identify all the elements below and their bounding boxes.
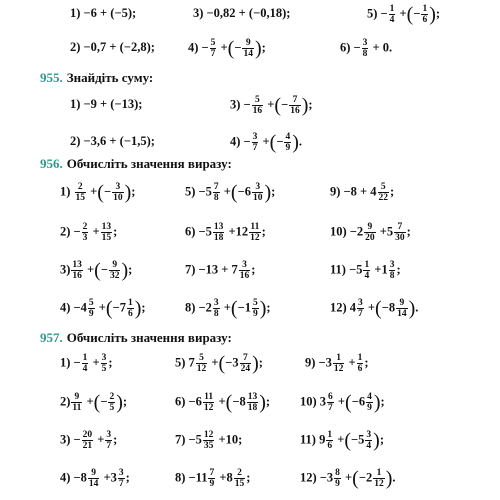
ex956-item8: 8) −2 $\frac{3}{8}$ +(−1 $\frac{5}{9}$ ); [185,297,271,320]
ex957-item9: 9) −3 $\frac{1}{12}$ + $\frac{1}{6}$ ; [305,353,369,374]
ex955-item2: 2) −3,6 + (−1,5); [70,134,155,148]
ex956-item2: 2) − $\frac{2}{3}$ + $\frac{13}{15}$ ; [60,222,118,243]
ex956-item1: 1) $\frac{2}{15}$ +(− $\frac{3}{10}$ ); [60,181,136,204]
ex954-item3: 3) −0,82 + (−0,18); [193,6,291,20]
ex957-item11: 11) 9 $\frac{1}{6}$ +(−5 $\frac{3}{4}$ ); [300,429,384,452]
ex955-item3: 3) − $\frac{5}{16}$ +(− $\frac{7}{16}$ ); [230,94,313,117]
ex957-item7: 7) −5 $\frac{12}{35}$ +10; [175,430,243,451]
ex957-heading: 957. Обчисліть значення виразу: [40,330,232,345]
ex956-item11: 11) −5 $\frac{1}{4}$ +1 $\frac{3}{8}$ ; [330,260,401,281]
ex956-item7: 7) −13 + 7 $\frac{3}{16}$ ; [185,260,256,281]
ex956-item5: 5) −5 $\frac{7}{8}$ +(−6 $\frac{3}{10}$ ); [185,181,276,204]
ex954-item4: 4) − $\frac{5}{7}$ +(− $\frac{9}{14}$ ); [188,37,266,60]
ex956-item6: 6) −5 $\frac{13}{18}$ +12 $\frac{11}{12}$ ; [185,222,266,243]
ex957-item5: 5) 7 $\frac{5}{12}$ +(−3 $\frac{7}{24}$ ); [175,352,263,375]
ex957-item4: 4) −8 $\frac{9}{14}$ +3 $\frac{3}{7}$ ; [60,468,130,489]
ex956-item10: 10) −2 $\frac{9}{20}$ +5 $\frac{7}{30}$ ; [330,222,411,243]
ex955-item4: 4) − $\frac{3}{7}$ +(− $\frac{4}{9}$ ). [230,131,303,154]
ex954-item1: 1) −6 + (−5); [70,6,137,20]
ex956-heading: 956. Обчисліть значення виразу: [40,156,232,171]
ex956-item12: 12) 4 $\frac{3}{7}$ +(−8 $\frac{9}{14}$ ). [330,297,419,320]
ex957-item3: 3) − $\frac{20}{21}$ + $\frac{3}{7}$ ; [60,430,118,451]
ex957-item2: 2) $\frac{9}{11}$ +(− $\frac{2}{5}$ ); [60,391,128,414]
ex956-item4: 4) −4 $\frac{5}{9}$ +(−7 $\frac{1}{6}$ ); [60,297,146,320]
ex955-heading: 955. Знайдіть суму: [40,70,154,85]
ex955-item1: 1) −9 + (−13); [70,97,143,111]
ex954-item6: 6) − $\frac{3}{8}$ + 0. [340,38,393,59]
ex956-item3: 3) $\frac{13}{16}$ +(− $\frac{9}{32}$ ); [60,259,133,282]
ex956-item9: 9) −8 + 4 $\frac{5}{22}$ ; [330,182,395,203]
ex954-item2: 2) −0,7 + (−2,8); [70,40,155,54]
ex957-item1: 1) − $\frac{1}{4}$ + $\frac{3}{5}$ ; [60,353,113,374]
ex957-item12: 12) −3 $\frac{8}{9}$ +(−2 $\frac{1}{12}$ ). [300,467,396,490]
ex954-item5: 5) − $\frac{1}{4}$ +(− $\frac{1}{6}$ ); [367,3,441,26]
ex957-item6: 6) −6 $\frac{11}{12}$ +(−8 $\frac{13}{18}$ ); [175,391,271,414]
ex957-item8: 8) −11 $\frac{7}{9}$ +8 $\frac{2}{15}$ ; [175,468,251,489]
ex957-item10: 10) 3 $\frac{6}{7}$ +(−6 $\frac{4}{9}$ ); [300,391,385,414]
